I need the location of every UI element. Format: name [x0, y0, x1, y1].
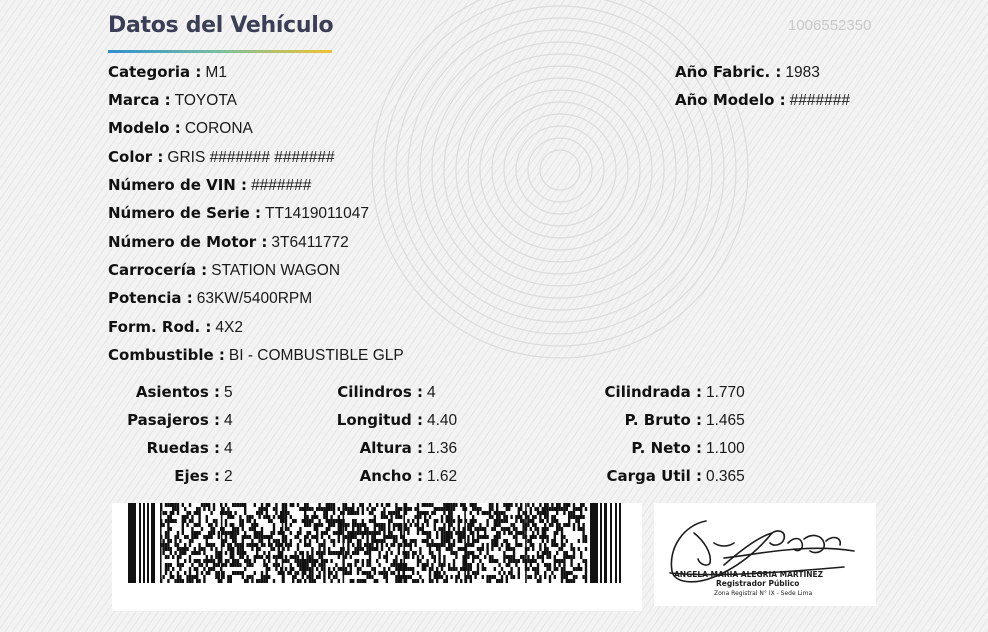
spec-cilindrada — [560, 383, 745, 402]
spec-cilindros — [300, 383, 436, 402]
spec-label: Altura : — [359, 439, 423, 457]
field-ano-fabric — [675, 63, 820, 82]
spec-value: 1.770 — [706, 384, 745, 401]
spec-label: Ruedas : — [146, 439, 220, 457]
field-label: Modelo : — [108, 119, 181, 137]
spec-value: 1.36 — [427, 440, 458, 457]
field-ano-modelo — [675, 91, 850, 110]
field-color — [108, 148, 335, 167]
signature-graphic — [654, 503, 876, 606]
spec-value: 1.465 — [706, 412, 745, 429]
field-label: Año Modelo : — [675, 91, 786, 109]
field-label: Combustible : — [108, 346, 225, 364]
spec-p-bruto — [560, 411, 745, 430]
field-value: M1 — [205, 64, 227, 81]
document-number: 1006552350 — [788, 17, 872, 34]
spec-value: 1.62 — [427, 468, 458, 485]
field-serie — [108, 204, 369, 223]
spec-label: Asientos : — [135, 383, 220, 401]
field-combustible — [108, 346, 404, 365]
field-marca — [108, 91, 237, 110]
spec-label: Pasajeros : — [127, 411, 220, 429]
spec-ancho — [300, 467, 457, 486]
field-vin — [108, 176, 311, 195]
spec-value: 4.40 — [427, 412, 458, 429]
field-value: 4X2 — [215, 319, 243, 336]
field-label: Form. Rod. : — [108, 318, 212, 336]
field-form-rod — [108, 318, 243, 337]
field-value: ####### — [251, 177, 312, 194]
field-value: TT1419011047 — [265, 205, 370, 222]
spec-label: Longitud : — [336, 411, 423, 429]
field-label: Categoria : — [108, 63, 202, 81]
spec-value: 0.365 — [706, 468, 745, 485]
spec-ruedas — [110, 439, 233, 458]
field-value: CORONA — [184, 120, 253, 137]
field-label: Año Fabric. : — [675, 63, 782, 81]
title-underline — [108, 50, 332, 53]
field-value: STATION WAGON — [211, 262, 341, 279]
spec-label: P. Neto : — [631, 439, 702, 457]
field-modelo — [108, 119, 253, 138]
spec-label: Ancho : — [359, 467, 423, 485]
signature-stamp — [654, 503, 876, 606]
spec-label: Ejes : — [174, 467, 220, 485]
spec-value: 1.100 — [706, 440, 745, 457]
signature-role: Registrador Público — [716, 579, 800, 588]
spec-carga-util — [560, 467, 745, 486]
field-value: 63KW/5400RPM — [196, 290, 313, 307]
spec-label: P. Bruto : — [624, 411, 702, 429]
spec-label: Cilindrada : — [604, 383, 702, 401]
field-label: Color : — [108, 148, 164, 166]
spec-pasajeros — [110, 411, 233, 430]
field-categoria — [108, 63, 227, 82]
signature-name: ANGELA MARIA ALEGRIA MARTINEZ — [674, 570, 824, 579]
field-label: Número de Serie : — [108, 204, 262, 222]
field-motor — [108, 233, 349, 252]
spec-p-neto — [560, 439, 745, 458]
field-value: BI - COMBUSTIBLE GLP — [228, 347, 404, 364]
spec-value: 2 — [224, 468, 233, 485]
signature-zone: Zona Registral N° IX - Sede Lima — [714, 590, 813, 597]
spec-longitud — [300, 411, 457, 430]
field-label: Marca : — [108, 91, 171, 109]
field-value: 3T6411772 — [271, 234, 349, 251]
barcode-graphic — [112, 503, 642, 611]
field-label: Potencia : — [108, 289, 193, 307]
spec-label: Carga Util : — [606, 467, 702, 485]
spec-label: Cilindros : — [337, 383, 423, 401]
spec-altura — [300, 439, 457, 458]
section-title: Datos del Vehículo — [108, 13, 334, 38]
spec-value: 5 — [224, 384, 233, 401]
spec-value: 4 — [224, 440, 233, 457]
field-value: GRIS ####### ####### — [167, 149, 335, 166]
spec-value: 4 — [427, 384, 436, 401]
field-value: 1983 — [785, 64, 820, 81]
pdf417-barcode — [112, 503, 642, 611]
spec-value: 4 — [224, 412, 233, 429]
field-potencia — [108, 289, 312, 308]
field-value: ####### — [789, 92, 850, 109]
field-label: Número de Motor : — [108, 233, 268, 251]
spec-asientos — [110, 383, 233, 402]
field-label: Carrocería : — [108, 261, 208, 279]
field-label: Número de VIN : — [108, 176, 248, 194]
spec-ejes — [110, 467, 233, 486]
field-carroceria — [108, 261, 340, 280]
field-value: TOYOTA — [174, 92, 237, 109]
